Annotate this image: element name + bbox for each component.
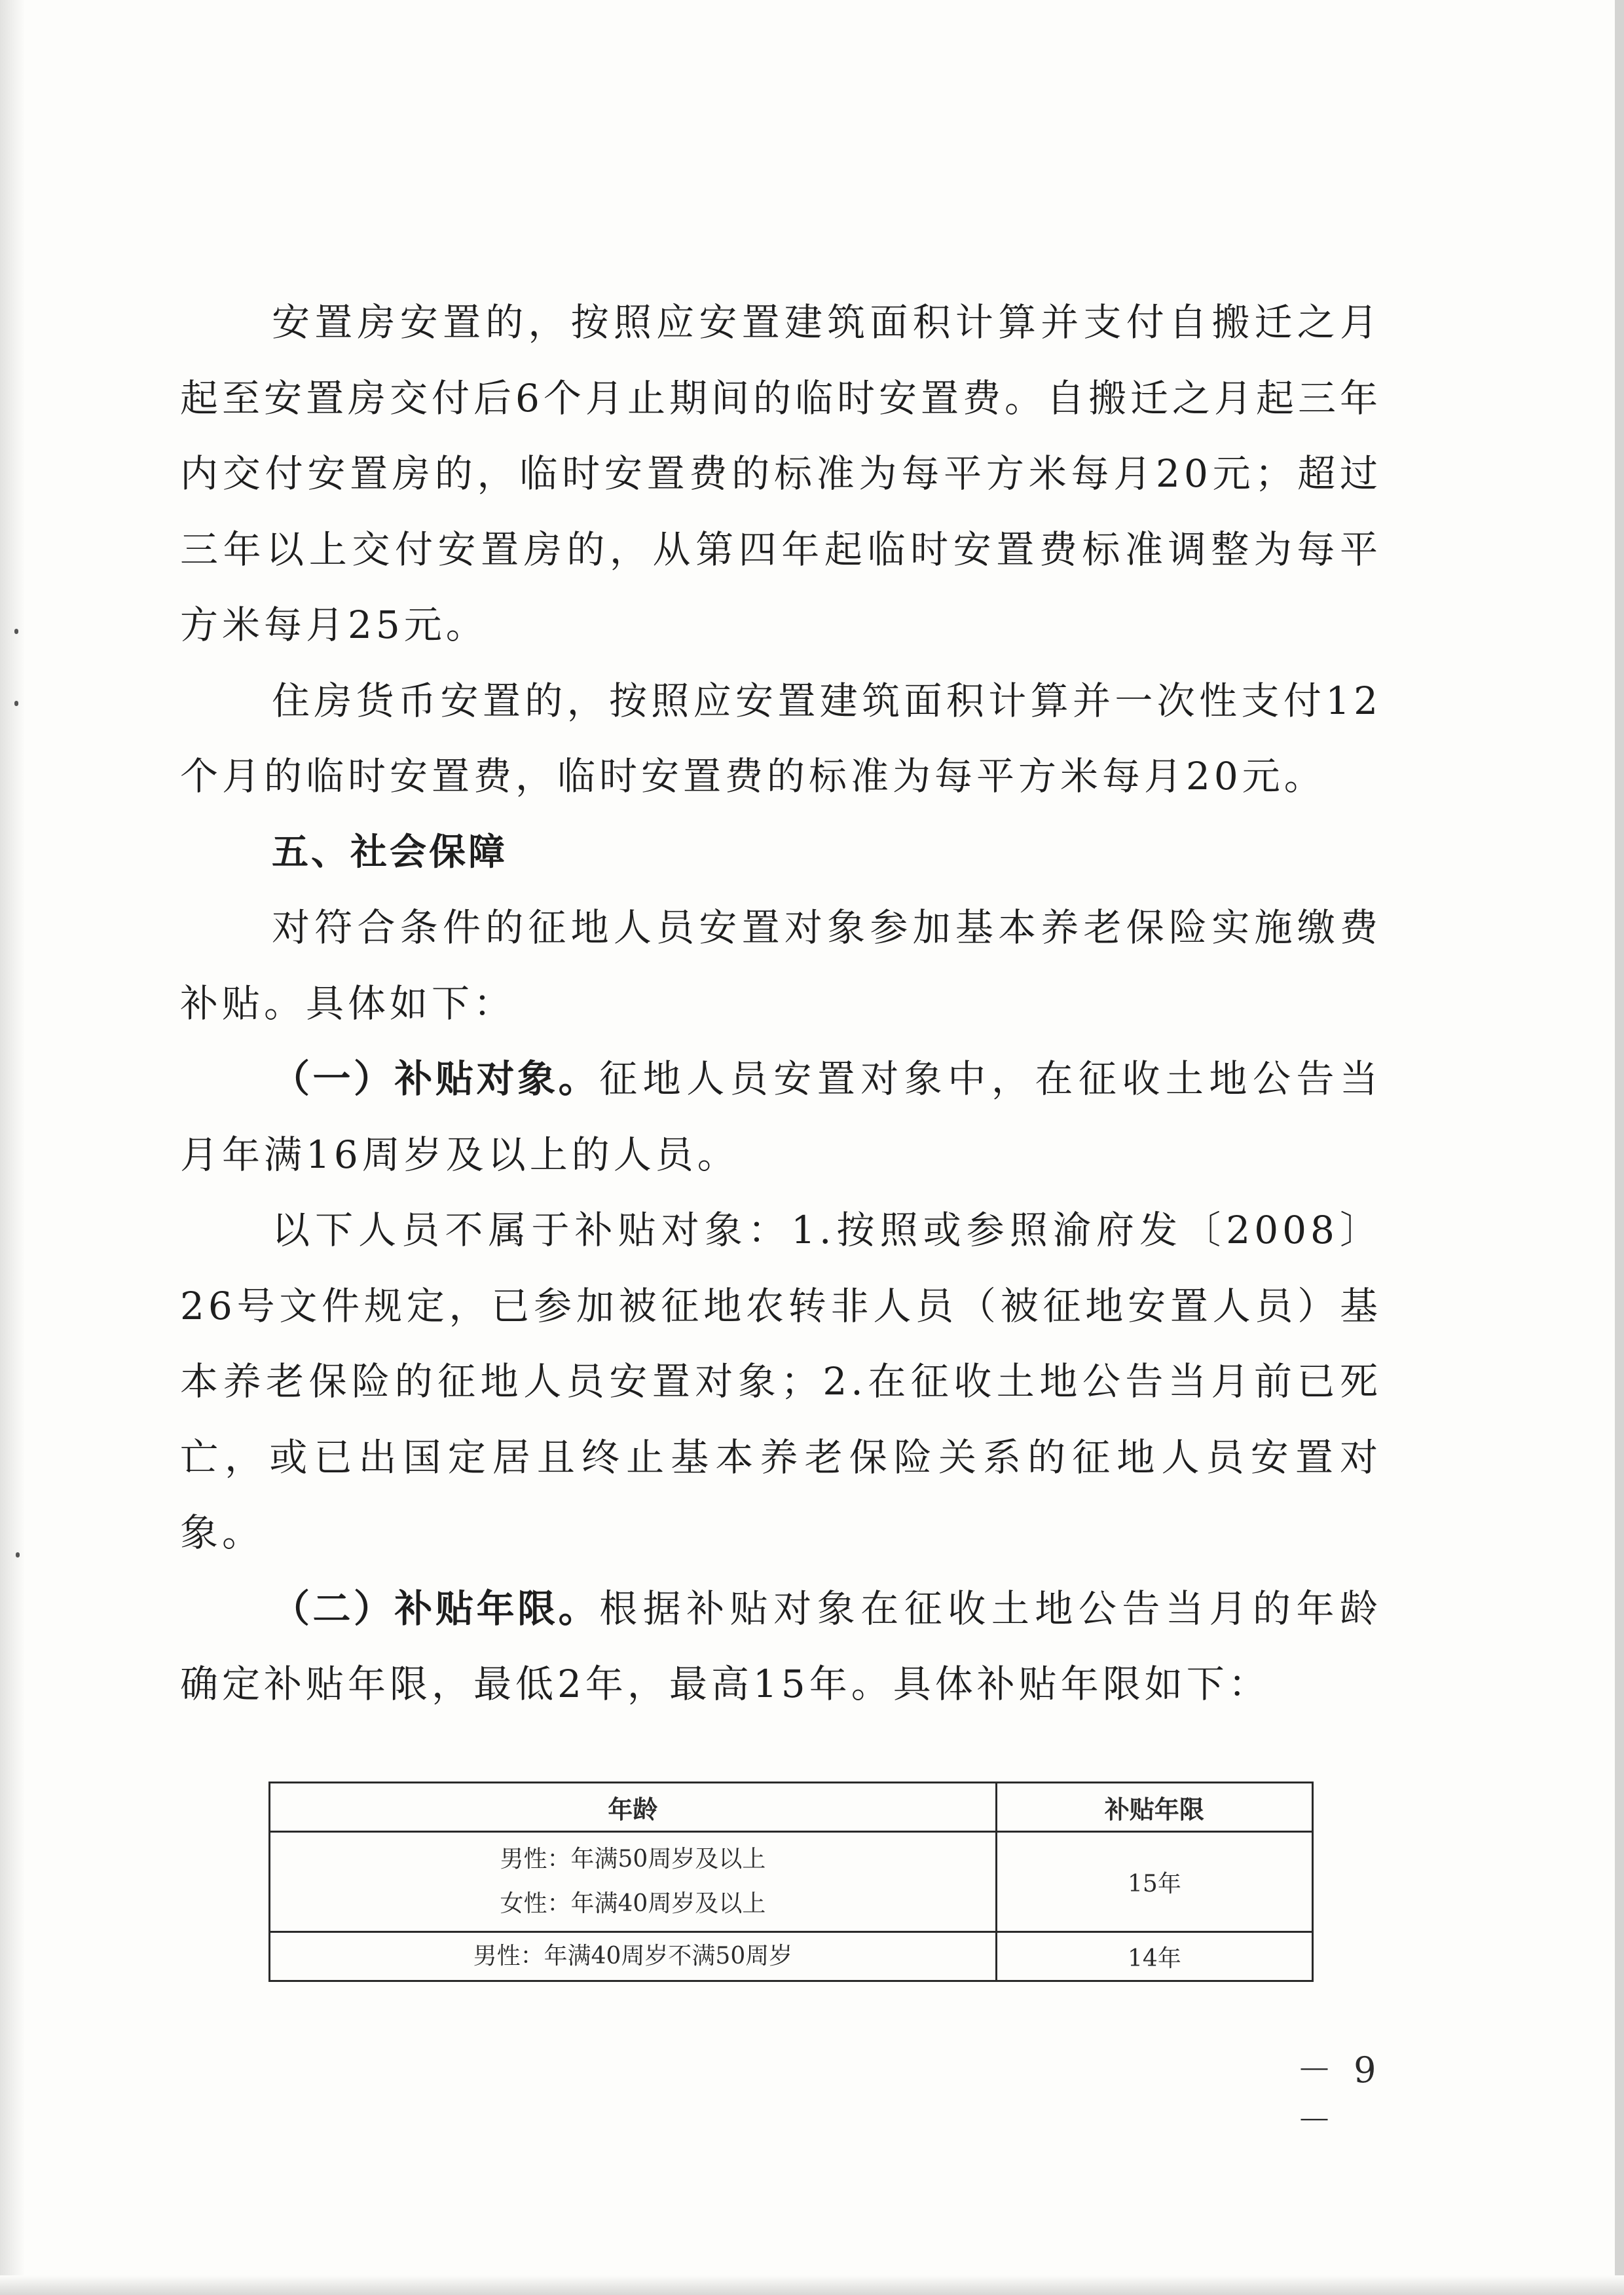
- document-body: [180, 285, 1382, 1723]
- table-header-age: 年龄: [270, 1783, 997, 1832]
- table-cell-years: 15年: [996, 1832, 1312, 1932]
- section-heading-social-security: 五、社会保障: [272, 830, 507, 874]
- table-cell-years: 14年: [996, 1932, 1312, 1981]
- page-number: － 9 －: [1297, 2049, 1382, 2141]
- table-header-row: [270, 1783, 1313, 1832]
- paragraph-subsidy-target: [180, 1041, 1382, 1193]
- scan-speck: [14, 629, 18, 634]
- age-line-male: 男性：年满40周岁不满50周岁: [473, 1943, 793, 1969]
- table-row: [270, 1832, 1313, 1932]
- table-row: [270, 1932, 1313, 1981]
- scan-speck: [16, 1552, 20, 1558]
- subsidy-years-text: 根据补贴对象在征收土地公告当月的年龄确定补贴年限，最低2年，最高15年。具体补贴年限如下：: [180, 1586, 1382, 1706]
- table-cell-age: [270, 1832, 997, 1932]
- paragraph-subsidy-years: [180, 1571, 1382, 1723]
- table-header-years: 补贴年限: [996, 1783, 1312, 1832]
- paragraph-pension-subsidy: 对符合条件的征地人员安置对象参加基本养老保险实施缴费补贴。具体如下：: [180, 905, 1382, 1026]
- age-line-male: 男性：年满50周岁及以上: [500, 1846, 766, 1873]
- scan-edge-right: [1615, 0, 1624, 2295]
- subsidy-years-label: （二）补贴年限。: [272, 1586, 600, 1631]
- paragraph-exclusions: 以下人员不属于补贴对象：1.按照或参照渝府发〔2008〕26号文件规定，已参加被征地农转非人员（被征地安置人员）基本养老保险的征地人员安置对象；2.在征收土地公告当月前已死亡，或已出国定居且终止基本养老保险关系的征地人员安置对象。: [180, 1208, 1382, 1555]
- paragraph-resettlement-housing: 安置房安置的，按照应安置建筑面积计算并支付自搬迁之月起至安置房交付后6个月止期间的临时安置费。自搬迁之月起三年内交付安置房的，临时安置费的标准为每平方米每月20元；超过三年以上交付安置房的，从第四年起临时安置费标准调整为每平方米每月25元。: [180, 300, 1382, 647]
- age-line-female: 女性：年满40周岁及以上: [500, 1890, 766, 1917]
- table-cell-age: [270, 1932, 997, 1981]
- scan-shadow-bottom: [0, 2275, 1624, 2295]
- paragraph-monetary-resettlement: 住房货币安置的，按照应安置建筑面积计算并一次性支付12个月的临时安置费，临时安置费的标准为每平方米每月20元。: [180, 678, 1382, 798]
- subsidy-years-table: [268, 1782, 1314, 1982]
- scan-speck: [14, 701, 18, 706]
- subsidy-target-text: 征地人员安置对象中，在征收土地公告当月年满16周岁及以上的人员。: [180, 1056, 1382, 1177]
- subsidy-target-label: （一）补贴对象。: [272, 1056, 600, 1101]
- scan-shadow-left: [0, 0, 25, 2295]
